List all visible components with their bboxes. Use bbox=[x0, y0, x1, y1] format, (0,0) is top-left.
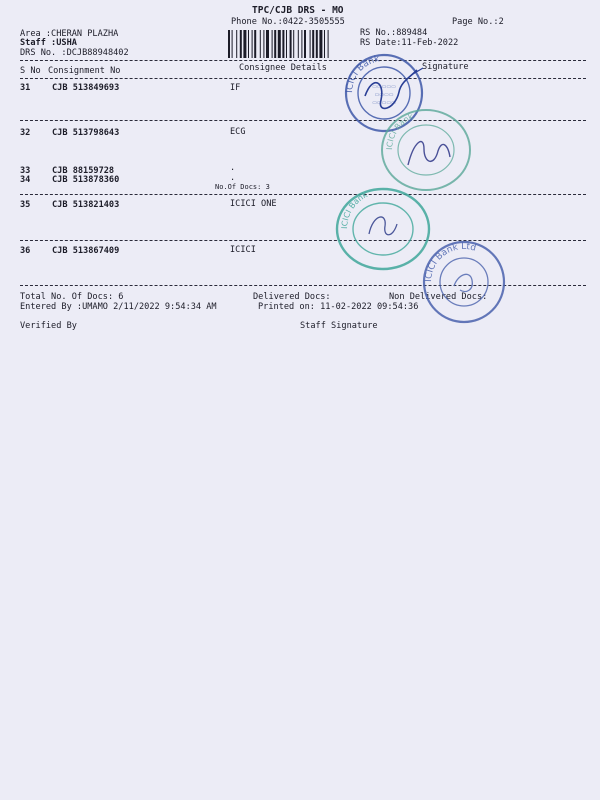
delivered-docs: Delivered Docs: bbox=[253, 292, 331, 302]
barcode bbox=[228, 30, 358, 58]
area-label: Area :CHERAN PLAZHA bbox=[20, 29, 119, 39]
rs-date: RS Date:11-Feb-2022 bbox=[360, 38, 459, 48]
rs-number: RS No.:889484 bbox=[360, 28, 428, 38]
column-rule bbox=[20, 78, 586, 79]
row-rule bbox=[20, 194, 586, 195]
bank-stamp-teal bbox=[333, 186, 433, 272]
row-31-consignee: IF bbox=[230, 83, 241, 93]
row-33-consignment: CJB 88159728 bbox=[52, 166, 115, 176]
row-31-sno: 31 bbox=[20, 83, 31, 93]
row-35-consignee: ICICI ONE bbox=[230, 199, 277, 209]
row-32-consignee: ECG bbox=[230, 127, 246, 137]
row-35-consignment: CJB 513821403 bbox=[52, 200, 120, 210]
row-36-consignee: ICICI bbox=[230, 245, 256, 255]
page-number: Page No.:2 bbox=[452, 17, 504, 27]
col-consignee: Consignee Details bbox=[239, 63, 327, 73]
bank-stamp-green bbox=[378, 105, 474, 195]
group-doc-count: No.Of Docs: 3 bbox=[215, 183, 270, 191]
stamp-text: ICICI Bank bbox=[339, 190, 369, 230]
row-32-consignment: CJB 513798643 bbox=[52, 128, 120, 138]
svg-text:ICICI Bank bbox=[340, 190, 369, 229]
stamp-text: ICICI Bank Ltd bbox=[423, 241, 478, 283]
printed-on: Printed on: 11-02-2022 09:54:36 bbox=[258, 302, 419, 312]
row-34-consignment: CJB 513878360 bbox=[52, 175, 120, 185]
stamp-text: ICICI Bank bbox=[384, 111, 415, 151]
row-33-sno: 33 bbox=[20, 166, 31, 176]
row-33-consignee: . bbox=[230, 163, 236, 173]
entered-by: Entered By :UMAMO 2/11/2022 9:54:34 AM bbox=[20, 302, 217, 312]
col-signature: Signature bbox=[422, 62, 469, 72]
stamp-text: ICICI Bank bbox=[344, 54, 381, 94]
row-36-sno: 36 bbox=[20, 246, 31, 256]
drs-number: DRS No. :DCJB88948402 bbox=[20, 48, 129, 58]
svg-text:▭▭▭▭: ▭▭▭▭ bbox=[374, 92, 394, 98]
bank-stamp-round bbox=[420, 238, 508, 326]
row-36-consignment: CJB 513867409 bbox=[52, 246, 120, 256]
row-35-sno: 35 bbox=[20, 200, 31, 210]
row-34-consignee: . bbox=[230, 173, 236, 183]
row-31-consignment: CJB 513849693 bbox=[52, 83, 120, 93]
col-consignment: Consignment No bbox=[48, 66, 121, 76]
non-delivered-docs: Non Delivered Docs: bbox=[389, 292, 488, 302]
verified-by-label: Verified By bbox=[20, 321, 77, 331]
header-rule bbox=[20, 60, 586, 61]
staff-signature-label: Staff Signature bbox=[300, 321, 378, 331]
document-title: TPC/CJB DRS - MO bbox=[252, 5, 344, 16]
svg-text:▭▭▭▭▭: ▭▭▭▭▭ bbox=[372, 100, 396, 106]
total-docs: Total No. Of Docs: 6 bbox=[20, 292, 124, 302]
row-34-sno: 34 bbox=[20, 175, 31, 185]
row-rule bbox=[20, 120, 586, 121]
phone-number: Phone No.:0422-3505555 bbox=[231, 17, 345, 27]
svg-text:▭▭▭▭▭: ▭▭▭▭▭ bbox=[372, 84, 396, 90]
staff-label: Staff :USHA bbox=[20, 38, 77, 48]
row-32-sno: 32 bbox=[20, 128, 31, 138]
col-sno: S No bbox=[20, 66, 41, 76]
